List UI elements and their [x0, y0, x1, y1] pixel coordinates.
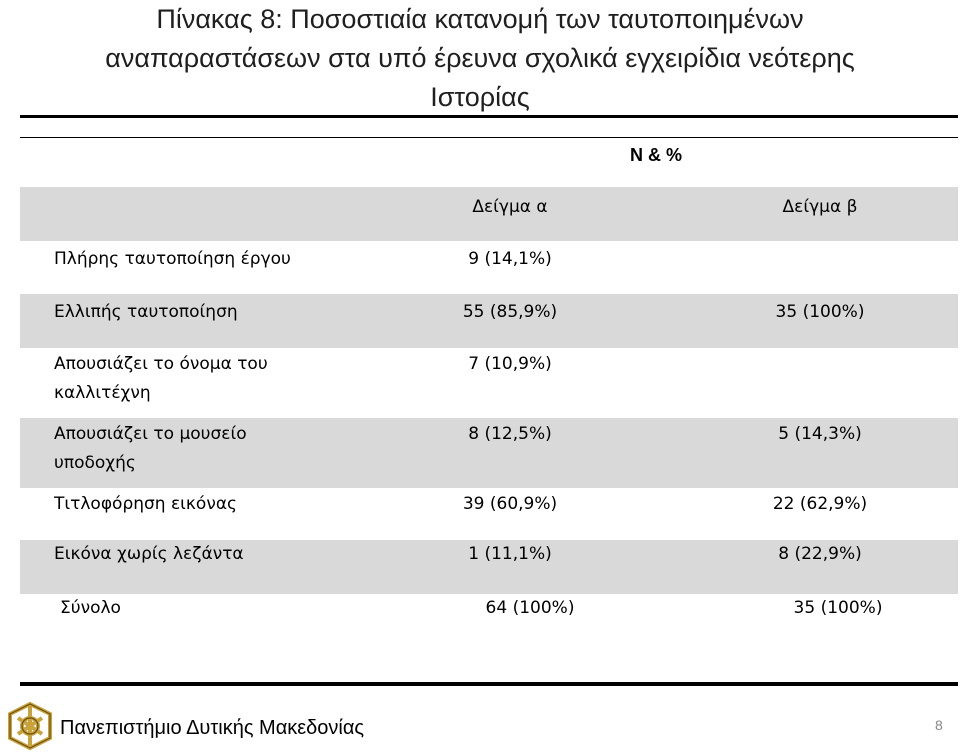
row-label: Σύνολο [60, 598, 121, 618]
row-label-line-2: καλλιτέχνη [54, 383, 151, 403]
cell-sample-b: 35 (100%) [775, 302, 865, 322]
row-label-line-1: Απουσιάζει το όνομα του [54, 354, 268, 374]
footer-university-name: Πανεπιστήμιο Δυτικής Μακεδονίας [60, 717, 365, 739]
row-label: Εικόνα χωρίς λεζάντα [54, 544, 244, 564]
group-header: N & % [630, 145, 683, 165]
column-header-sample-a: Δείγμα α [472, 197, 548, 217]
table-row [20, 294, 958, 348]
cell-sample-a: 7 (10,9%) [468, 354, 552, 374]
cell-sample-a: 55 (85,9%) [462, 302, 558, 322]
page-number: 8 [935, 717, 943, 733]
table-row-total [20, 594, 958, 646]
cell-sample-b: 22 (62,9%) [772, 494, 868, 514]
column-header-sample-b: Δείγμα β [782, 197, 858, 217]
university-knot-logo-icon [4, 700, 56, 752]
table-bottom-rule [20, 682, 958, 686]
page-title [20, 0, 940, 117]
row-label-line-2: υποδοχής [54, 453, 136, 473]
table-header-rule [20, 137, 958, 138]
row-label: Ελλιπής ταυτοποίηση [54, 302, 238, 322]
cell-sample-a: 8 (12,5%) [468, 424, 552, 444]
table-row [20, 418, 958, 488]
row-label: Πλήρης ταυτοποίηση έργου [54, 249, 291, 269]
title-line-3: Ιστορίας [430, 82, 530, 112]
column-header-row [20, 187, 958, 241]
table-top-rule [20, 115, 958, 118]
cell-sample-b: 8 (22,9%) [778, 544, 862, 564]
cell-sample-b: 35 (100%) [793, 598, 883, 618]
table-row [20, 488, 958, 540]
table-row [20, 241, 958, 294]
cell-sample-a: 1 (11,1%) [468, 544, 552, 564]
cell-sample-a: 9 (14,1%) [468, 249, 552, 269]
cell-sample-a: 39 (60,9%) [462, 494, 558, 514]
row-label: Τιτλοφόρηση εικόνας [54, 494, 238, 514]
cell-sample-b: 5 (14,3%) [778, 424, 862, 444]
row-label-line-1: Απουσιάζει το μουσείο [54, 424, 247, 444]
table-row [20, 540, 958, 594]
table-row [20, 348, 958, 418]
cell-sample-a: 64 (100%) [485, 598, 575, 618]
title-line-2: αναπαραστάσεων στα υπό έρευνα σχολικά εγχειρίδια νεότερης [105, 43, 855, 73]
title-line-1: Πίνακας 8: Ποσοστιαία κατανομή των ταυτοποιημένων [156, 4, 804, 34]
